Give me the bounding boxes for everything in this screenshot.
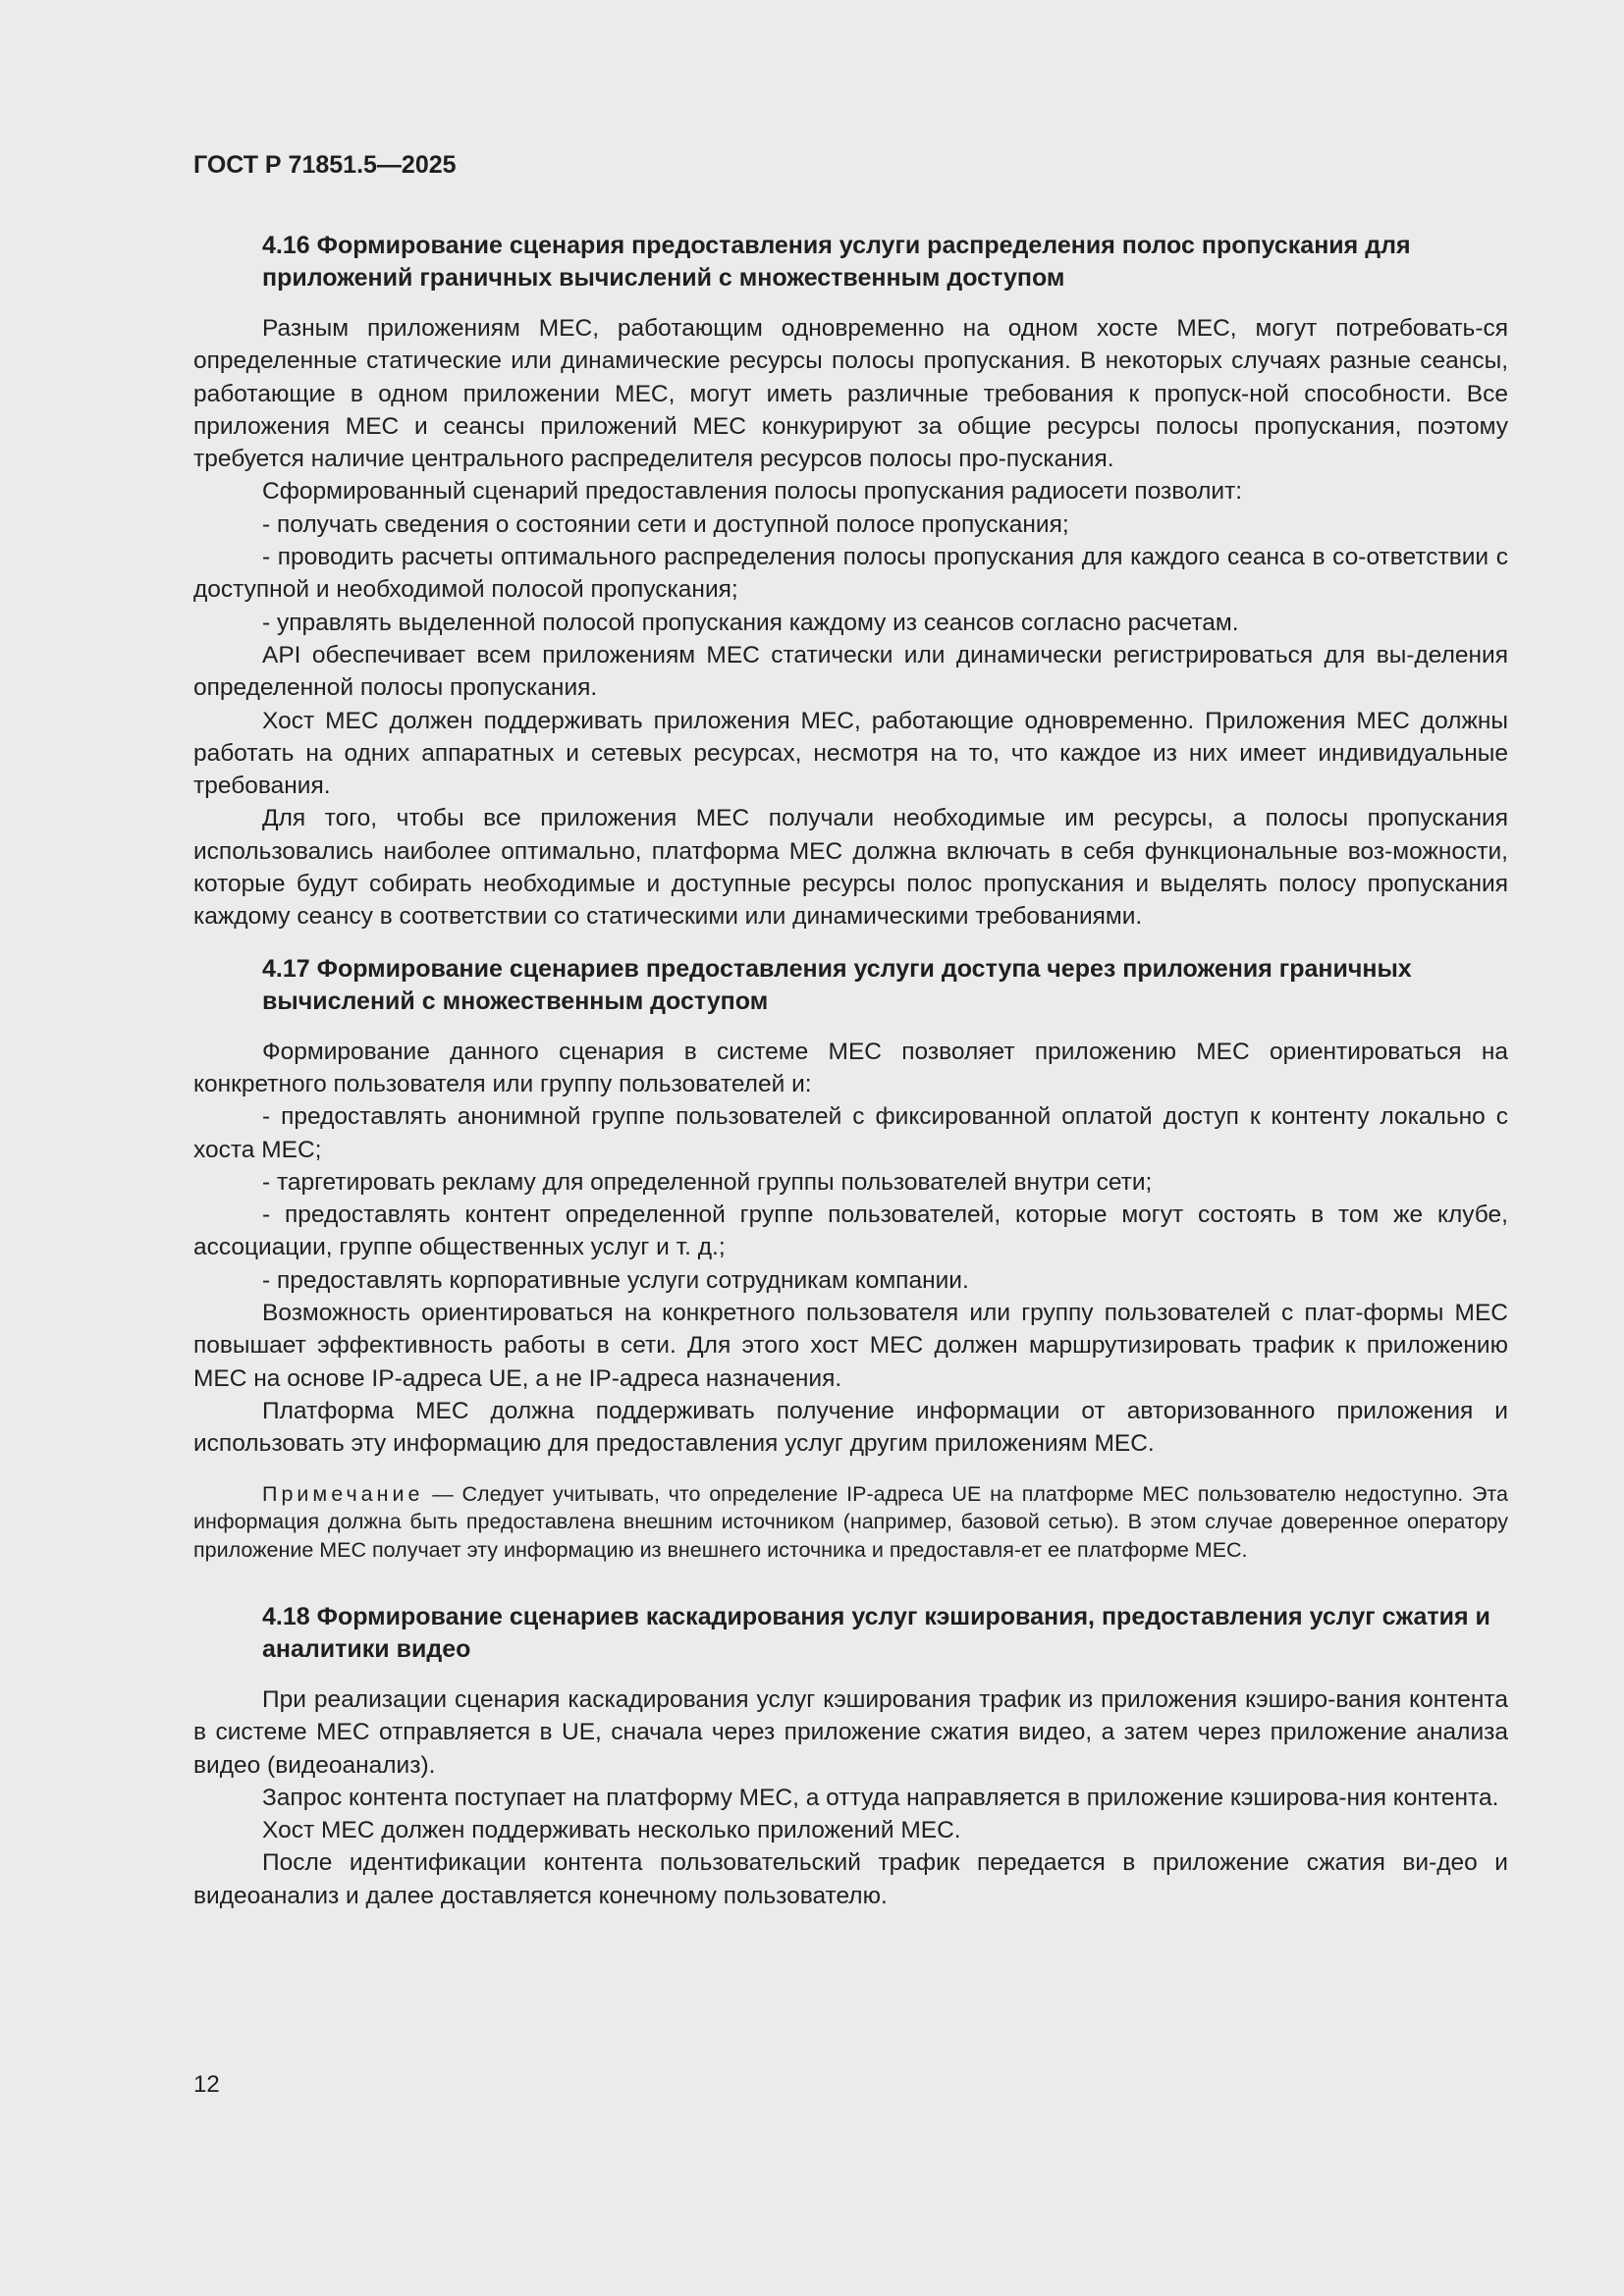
paragraph: Хост МЕС должен поддерживать несколько приложений МЕС.: [262, 1817, 961, 1844]
list-item: - получать сведения о состоянии сети и доступной полосе пропускания;: [262, 510, 1069, 538]
paragraph: Разным приложениям МЕС, работающим одновременно на одном хосте МЕС, могут потребовать-ся определенные статические или динамические ресурсы полосы пропускания. В некоторых случаях разные сеансы, работающие в одном приложении МЕС, могут иметь различные требования к пропуск-ной способности. Все приложения МЕС и сеансы приложений МЕС конкурируют за общие ресурсы полосы пропускания, поэтому требуется наличие центрального распределителя ресурсов полосы про-пускания.: [193, 315, 1508, 473]
note-label: Примечание: [262, 1481, 424, 1506]
section-title: 4.16 Формирование сценария предоставления услуги распределения полос пропускания для приложений граничных вычислений с множественным доступом: [262, 232, 1411, 292]
list-item: - управлять выделенной полосой пропускания каждому из сеансов согласно расчетам.: [262, 609, 1239, 636]
section-title: 4.17 Формирование сценариев предоставления услуги доступа через приложения граничных вычислений с множественным доступом: [262, 954, 1412, 1015]
paragraph: Для того, чтобы все приложения МЕС получали необходимые им ресурсы, а полосы пропускания использовались наиболее оптимально, платформа МЕС должна включать в себя функциональные воз-можности, которые будут собирать необходимые и доступные ресурсы полос пропускания и выделять полосу пропускания каждому сеансу в соответствии со статическими или динамическими требованиями.: [193, 805, 1508, 931]
list-item: - проводить расчеты оптимального распределения полосы пропускания для каждого сеанса в со-ответствии с доступной и необходимой полосой пропускания;: [193, 544, 1508, 604]
paragraph: Запрос контента поступает на платформу МЕС, а оттуда направляется в приложение кэширова-ния контента.: [262, 1784, 1499, 1811]
section-title: 4.18 Формирование сценариев каскадирования услуг кэширования, предоставления услуг сжатия и аналитики видео: [262, 1603, 1490, 1663]
paragraph: Возможность ориентироваться на конкретного пользователя или группу пользователей с плат-формы МЕС повышает эффективность работы в сети. Для этого хост МЕС должен маршрутизировать трафик к приложению МЕС на основе IP-адреса UE, а не IP-адреса назначения.: [193, 1300, 1508, 1392]
list-item: - таргетировать рекламу для определенной группы пользователей внутри сети;: [262, 1168, 1153, 1196]
note-text: — Следует учитывать, что определение IP-адреса UE на платформе МЕС пользователю недоступно. Эта информация должна быть предоставлена внешним источником (например, базовой сетью). В этом случае доверенное оператору приложение МЕС получает эту информацию из внешнего источника и предоставля-ет ее платформе МЕС.: [193, 1481, 1508, 1562]
document-code: ГОСТ Р 71851.5—2025: [193, 151, 457, 179]
paragraph: После идентификации контента пользовательский трафик передается в приложение сжатия ви-део и видеоанализ и далее доставляется конечному пользователю.: [193, 1849, 1508, 1909]
page-number: 12: [193, 2071, 220, 2098]
paragraph: Формирование данного сценария в системе МЕС позволяет приложению МЕС ориентироваться на конкретного пользователя или группу пользователей и:: [193, 1038, 1508, 1097]
section-4-16: [193, 230, 1508, 934]
note: [193, 1480, 1508, 1565]
list-item: - предоставлять анонимной группе пользователей с фиксированной оплатой доступ к контенту локально с хоста МЕС;: [193, 1103, 1508, 1163]
paragraph: Платформа МЕС должна поддерживать получение информации от авторизованного приложения и использовать эту информацию для предоставления услуг другим приложениям МЕС.: [193, 1397, 1508, 1458]
paragraph: При реализации сценария каскадирования услуг кэширования трафик из приложения кэширо-вания контента в системе МЕС отправляется в UE, сначала через приложение сжатия видео, а затем через приложение анализа видео (видеоанализ).: [193, 1686, 1508, 1779]
list-item: - предоставлять контент определенной группе пользователей, которые могут состоять в том же клубе, ассоциации, группе общественных услуг и т. д.;: [193, 1201, 1508, 1261]
paragraph: Сформированный сценарий предоставления полосы пропускания радиосети позволит:: [262, 478, 1243, 506]
section-4-18: [193, 1601, 1508, 1912]
paragraph: Хост МЕС должен поддерживать приложения МЕС, работающие одновременно. Приложения МЕС должны работать на одних аппаратных и сетевых ресурсах, несмотря на то, что каждое из них имеет индивидуальные требования.: [193, 707, 1508, 800]
list-item: - предоставлять корпоративные услуги сотрудникам компании.: [262, 1266, 969, 1294]
section-4-17: [193, 953, 1508, 1564]
paragraph: API обеспечивает всем приложениям МЕС статически или динамически регистрироваться для вы-деления определенной полосы пропускания.: [193, 641, 1508, 702]
